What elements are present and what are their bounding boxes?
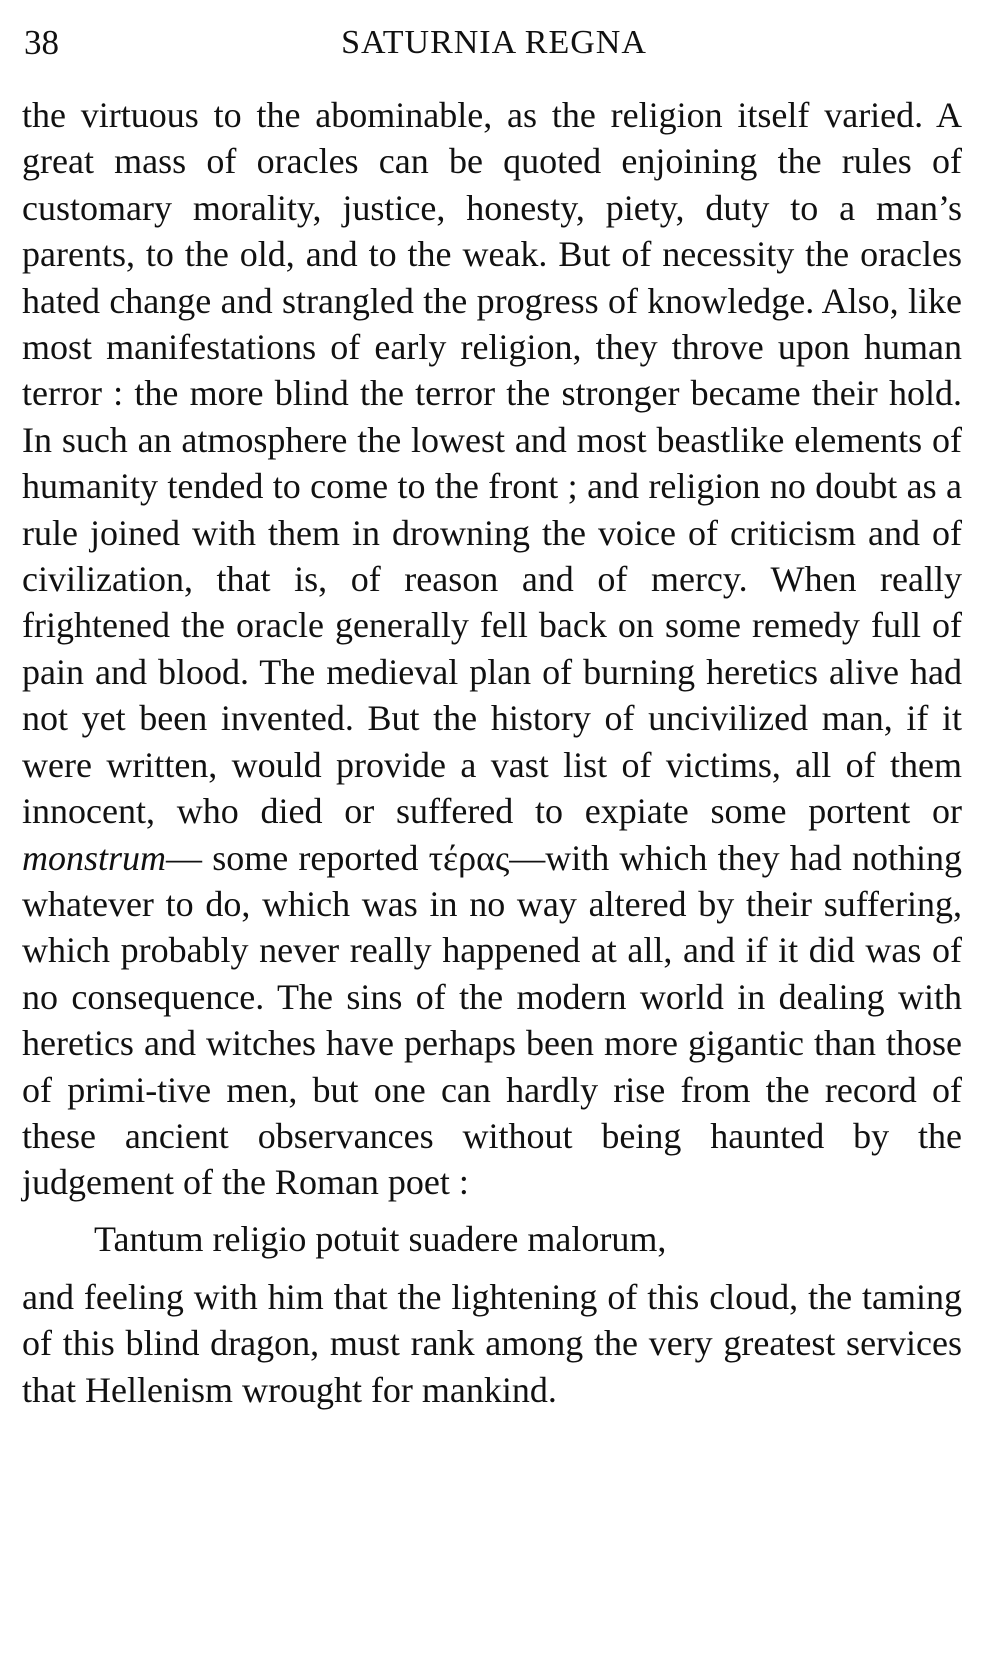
running-title: SATURNIA REGNA [341, 24, 647, 61]
main-paragraph [22, 92, 962, 1206]
italic-term-monstrum: monstrum [22, 837, 167, 878]
latin-quotation: Tantum religio potuit suadere malorum, [94, 1218, 667, 1259]
body-text [22, 92, 962, 1413]
page-number: 38 [24, 23, 59, 62]
paragraph-text-part-1: the virtuous to the abominable, as the religion itself varied. A great mass of oracles can be quoted enjoining the rules of customary morality, justice, honesty, piety, duty to a man’s parents, to the old, and to the weak. But of necessity the oracles hated change and strangled the progress of knowledge. Also, like most manifestations of early religion, they throve upon human terror : the more blind the terror the stronger became their hold. In such an atmosphere the lowest and most beastlike elements of humanity tended to come to the front ; and religion no doubt as a rule joined with them in drowning the voice of criticism and of civilization, that is, of reason and of mercy. When really frightened the oracle generally fell back on some remedy full of pain and blood. The medieval plan of burning heretics alive had not yet been invented. But the history of uncivilized man, if it were written, would provide a vast list of victims, all of them innocent, who died or suffered to expiate some portent or [22, 95, 962, 832]
greek-term-teras: τέρας [428, 837, 510, 878]
paragraph-text-part-2: —with which they had nothing whatever to do, which was in no way altered by their suffering, which probably never really happened at all, and if it did was of no consequence. The sins of the modern world in dealing with heretics and witches have perhaps been more gigantic than those of primi-tive men, but one can hardly rise from the record of these ancient observances without being haunted by the judgement of the Roman poet : [22, 837, 962, 1203]
closing-paragraph: and feeling with him that the lightening of this cloud, the taming of this blind dragon, must rank among the very greatest services that Hellenism wrought for mankind. [22, 1276, 962, 1410]
paragraph-dash-text: — some reported [166, 837, 429, 878]
running-head [0, 20, 988, 70]
